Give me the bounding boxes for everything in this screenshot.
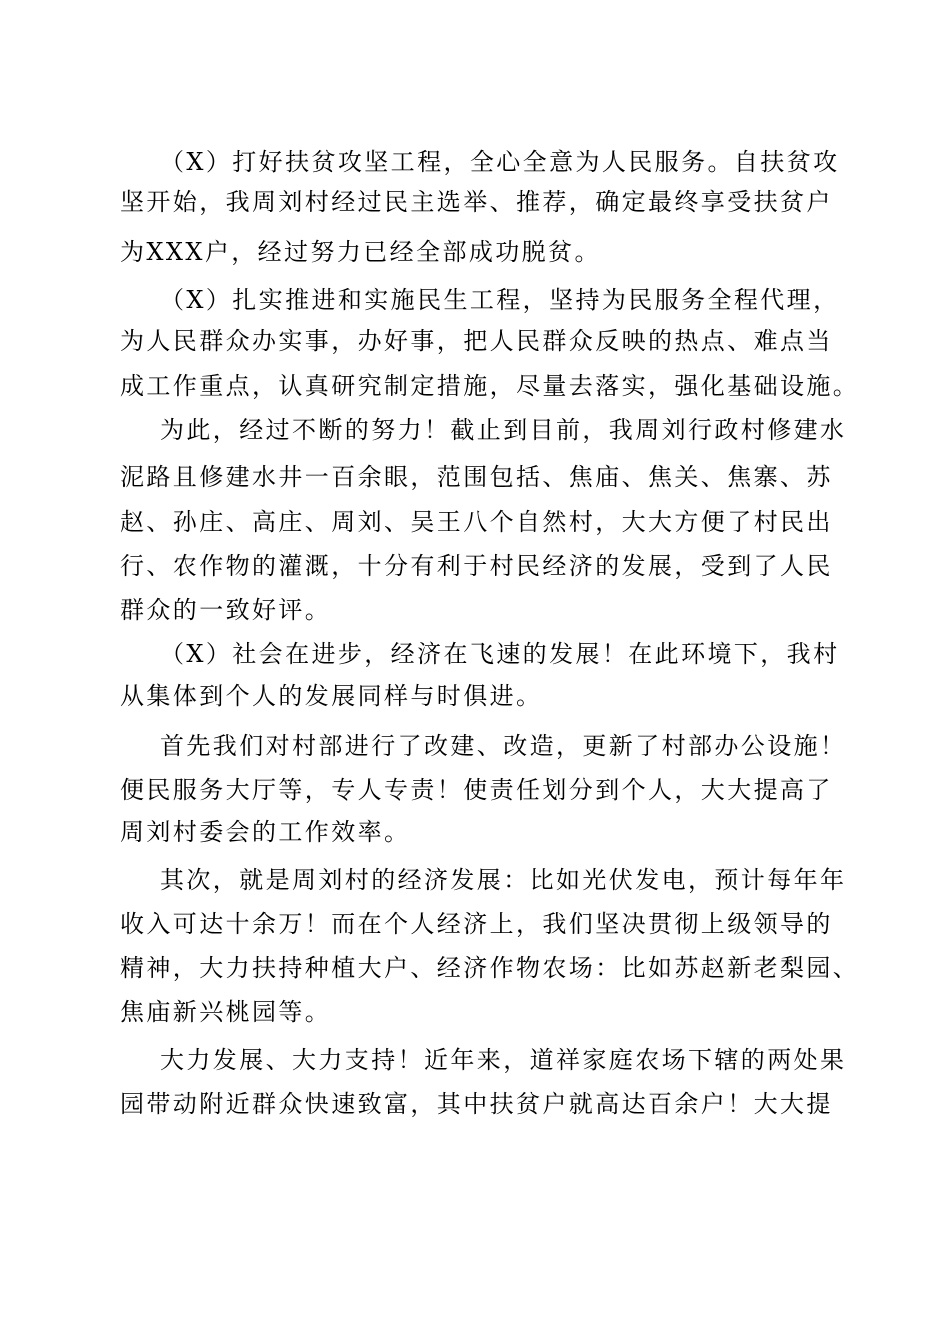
paragraph-line: 大力发展、大力支持！近年来，道祥家庭农场下辖的两处果 (160, 1046, 847, 1074)
paragraph-line: 便民服务大厅等，专人专责！使责任划分到个人，大大提高了 (120, 776, 833, 804)
paragraph-line: 从集体到个人的发展同样与时俱进。 (120, 682, 543, 710)
paragraph-line: 精神，大力扶持种植大户、经济作物农场：比如苏赵新老梨园、 (120, 954, 860, 982)
paragraph-line: 为人民群众办实事，办好事，把人民群众反映的热点、难点当 (120, 327, 833, 355)
paragraph-line: 其次，就是周刘村的经济发展：比如光伏发电，预计每年年 (160, 866, 847, 894)
paragraph-line: 周刘村委会的工作效率。 (120, 818, 411, 846)
paragraph-line: 坚开始，我周刘村经过民主选举、推荐，确定最终享受扶贫户 (120, 188, 833, 216)
paragraph-line: 首先我们对村部进行了改建、改造，更新了村部办公设施！ (160, 732, 847, 760)
paragraph-line: 为此，经过不断的努力！截止到目前，我周刘行政村修建水 (160, 416, 847, 444)
paragraph-line: 行、农作物的灌溉，十分有利于村民经济的发展，受到了人民 (120, 552, 833, 580)
paragraph-line: 园带动附近群众快速致富，其中扶贫户就高达百余户！大大提 (120, 1090, 833, 1118)
paragraph-line: 成工作重点，认真研究制定措施，尽量去落实，强化基础设施。 (120, 372, 860, 400)
paragraph-line: 收入可达十余万！而在个人经济上，我们坚决贯彻上级领导的 (120, 910, 833, 938)
paragraph-line: （X）扎实推进和实施民生工程，坚持为民服务全程代理， (160, 286, 840, 314)
paragraph-line: 赵、孙庄、高庄、周刘、吴王八个自然村，大大方便了村民出 (120, 508, 833, 536)
paragraph-line: 焦庙新兴桃园等。 (120, 998, 332, 1026)
paragraph-line: （X）打好扶贫攻坚工程，全心全意为人民服务。自扶贫攻 (160, 148, 840, 176)
paragraph-line: 群众的一致好评。 (120, 596, 332, 624)
paragraph-line: 为XXX户，经过努力已经全部成功脱贫。 (120, 238, 601, 266)
paragraph-line: （X）社会在进步，经济在飞速的发展！在此环境下，我村 (160, 640, 840, 668)
paragraph-line: 泥路且修建水井一百余眼，范围包括、焦庙、焦关、焦寨、苏 (120, 463, 833, 491)
